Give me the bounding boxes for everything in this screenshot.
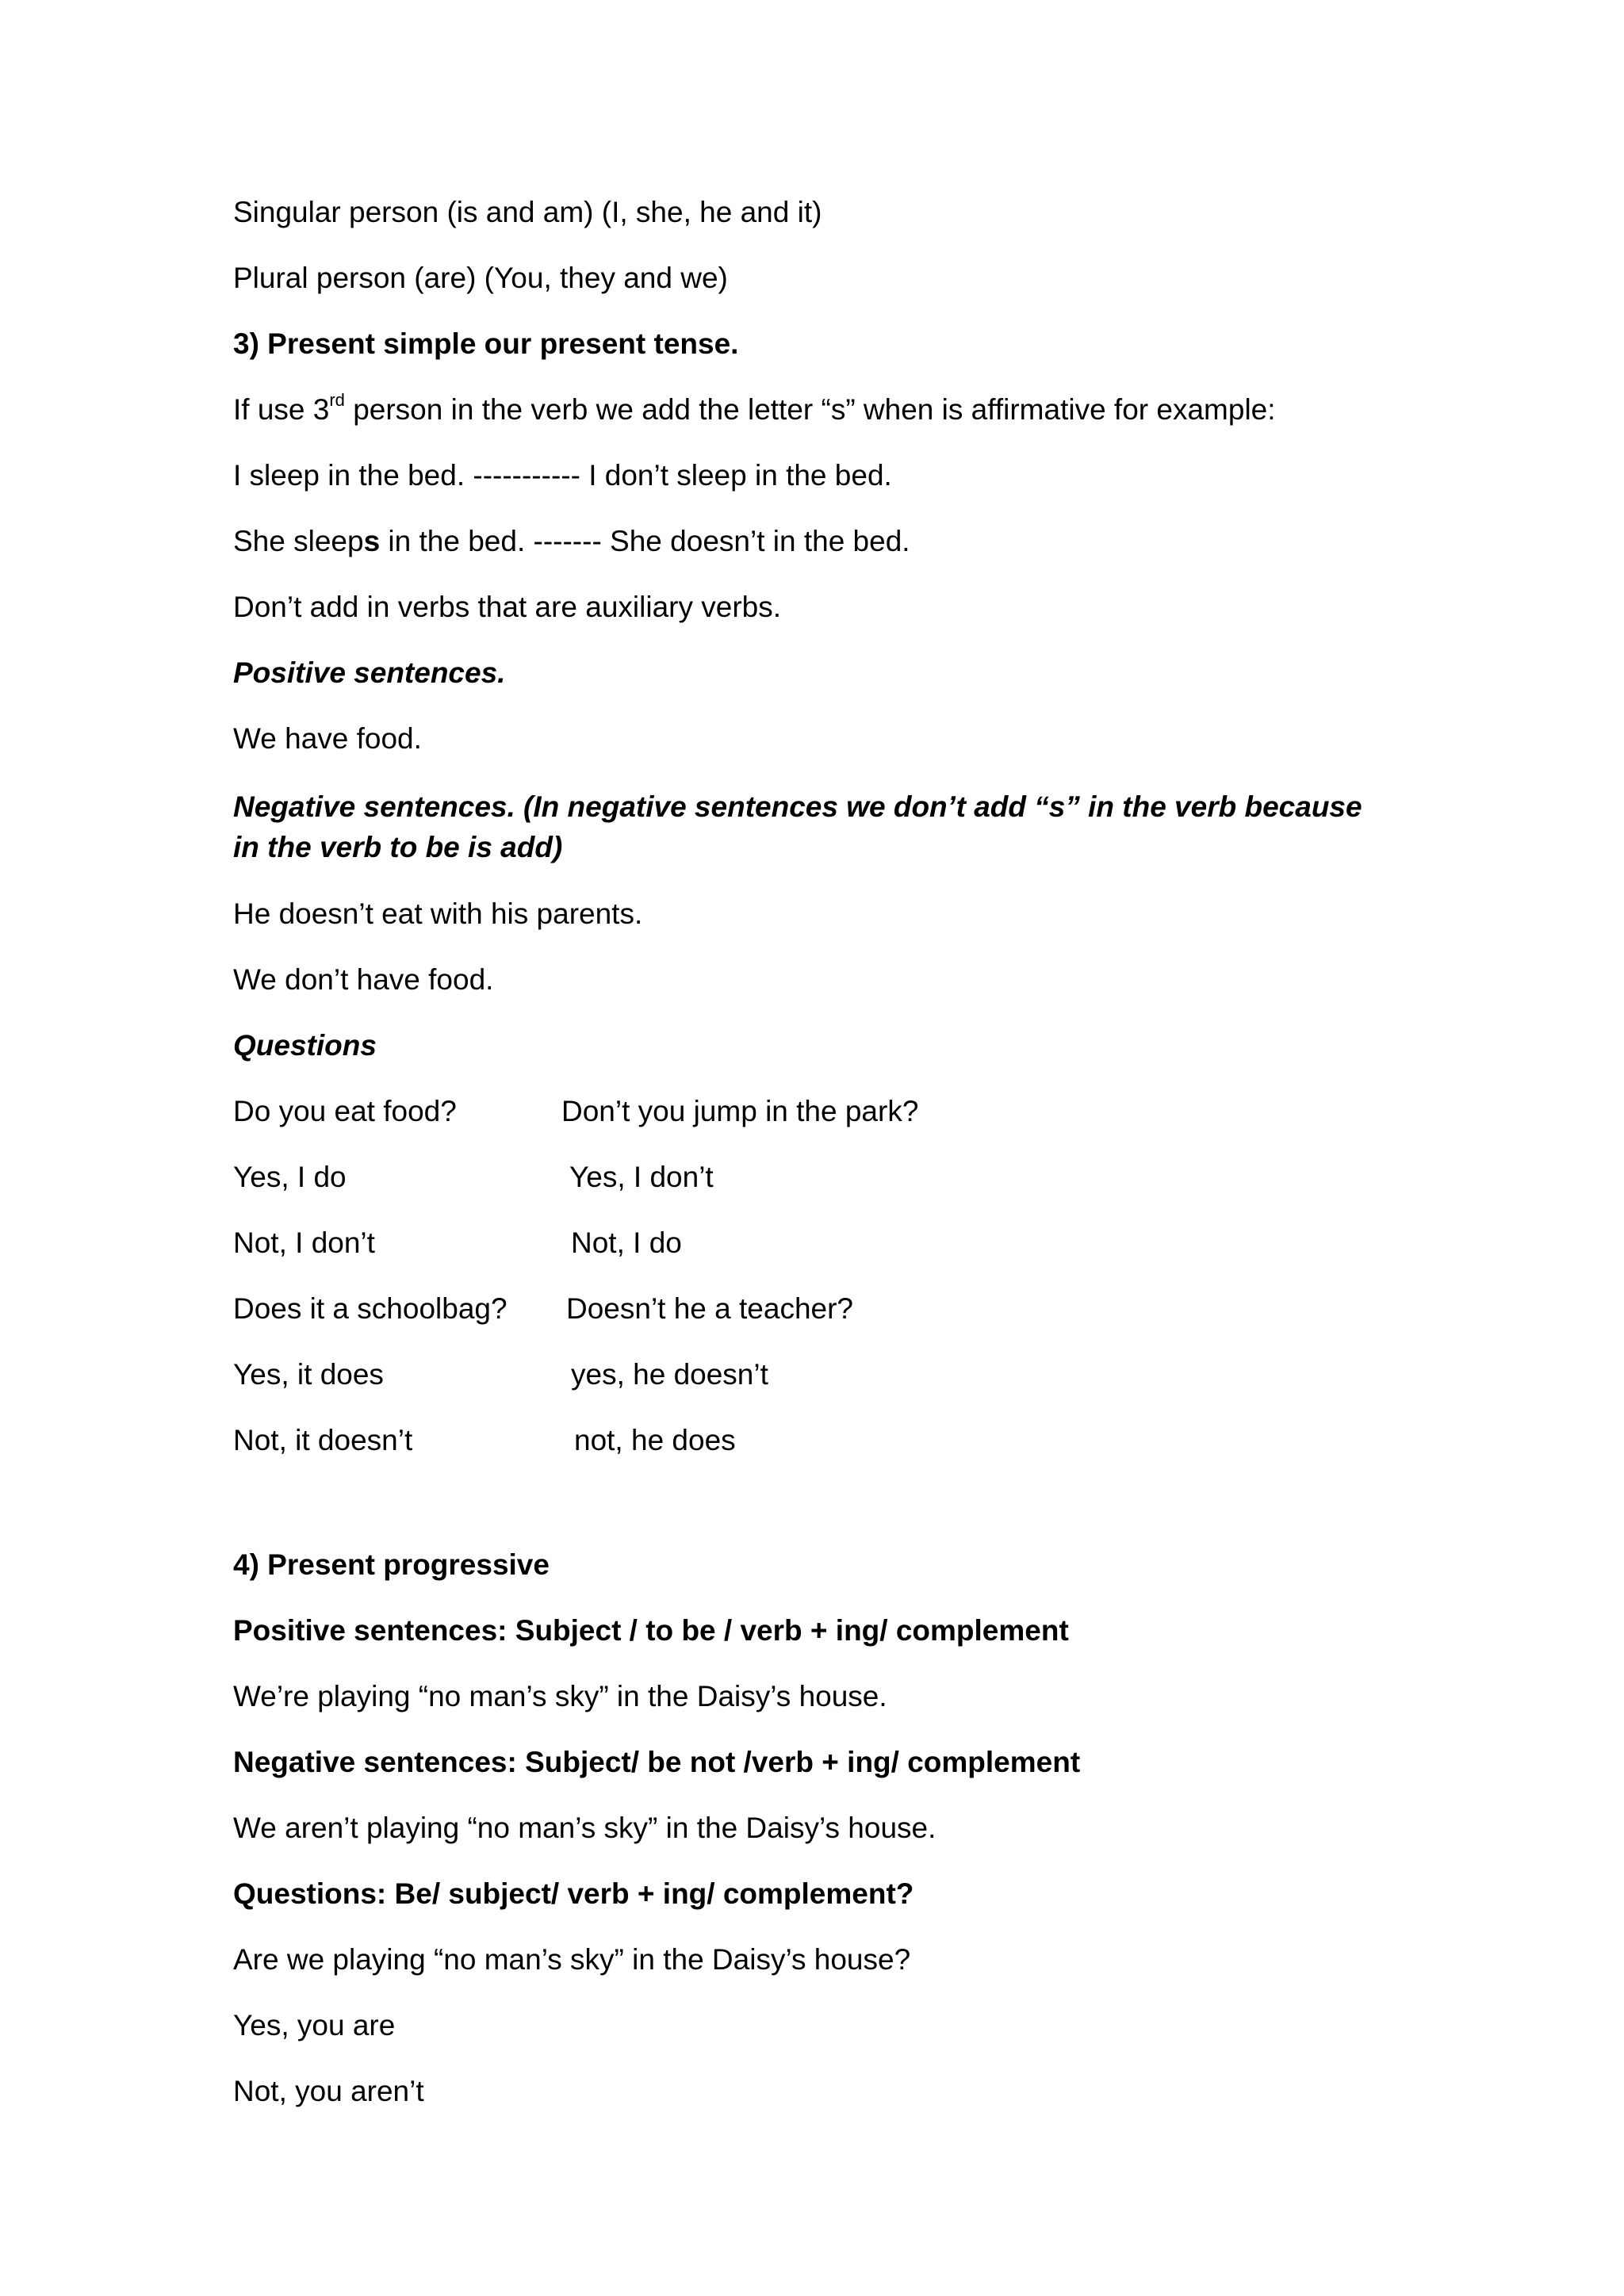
questions-heading: Questions — [233, 1029, 377, 1062]
progressive-positive-heading: Positive sentences: Subject / to be / verb + ing/ complement — [233, 1614, 1069, 1647]
present-progressive-heading: 4) Present progressive — [233, 1548, 550, 1581]
progressive-questions-heading: Questions: Be/ subject/ verb + ing/ complement? — [233, 1877, 914, 1910]
she-sleeps-part-a: She sleep — [233, 525, 364, 557]
question-right-4: Doesn’t he a teacher? — [566, 1292, 854, 1325]
she-sleeps-part-c: in the bed. ------- She doesn’t in the bed. — [380, 525, 910, 557]
plural-person-line: Plural person (are) (You, they and we) — [233, 262, 728, 294]
question-left-1: Do you eat food? — [233, 1095, 457, 1127]
sleep-example-line: I sleep in the bed. ----------- I don’t sleep in the bed. — [233, 459, 892, 492]
progressive-negative-example: We aren’t playing “no man’s sky” in the Daisy’s house. — [233, 1812, 936, 1844]
positive-sentences-heading: Positive sentences. — [233, 656, 506, 689]
he-doesnt-eat-line: He doesn’t eat with his parents. — [233, 897, 643, 930]
progressive-positive-example: We’re playing “no man’s sky” in the Daisy’s house. — [233, 1680, 887, 1712]
she-sleeps-example-line — [233, 523, 910, 560]
third-person-rule-line — [233, 389, 1276, 428]
question-left-5: Yes, it does — [233, 1358, 384, 1391]
progressive-question-example: Are we playing “no man’s sky” in the Daisy’s house? — [233, 1943, 911, 1976]
third-person-rule-pre: If use 3 — [233, 393, 330, 426]
question-right-5: yes, he doesn’t — [571, 1358, 768, 1391]
question-left-3: Not, I don’t — [233, 1226, 375, 1259]
we-dont-have-food-line: We don’t have food. — [233, 963, 494, 996]
she-sleeps-part-s: s — [363, 525, 381, 557]
we-have-food-line: We have food. — [233, 722, 422, 755]
negative-sentences-heading: Negative sentences. (In negative sentences we don’t add “s” in the verb because in the verb to be is add) — [233, 790, 1362, 863]
third-person-rule-post: person in the verb we add the letter “s” when is affirmative for example: — [344, 393, 1276, 426]
question-right-6: not, he does — [574, 1424, 736, 1456]
singular-person-line: Singular person (is and am) (I, she, he and it) — [233, 196, 822, 228]
progressive-negative-heading: Negative sentences: Subject/ be not /verb + ing/ complement — [233, 1746, 1081, 1778]
third-person-rule-sup: rd — [329, 389, 345, 410]
progressive-answer-yes: Yes, you are — [233, 2009, 396, 2042]
question-left-2: Yes, I do — [233, 1161, 347, 1193]
question-right-3: Not, I do — [571, 1226, 682, 1259]
progressive-answer-no: Not, you aren’t — [233, 2075, 424, 2107]
question-left-6: Not, it doesn’t — [233, 1424, 413, 1456]
question-left-4: Does it a schoolbag? — [233, 1292, 508, 1325]
question-right-2: Yes, I don’t — [569, 1161, 714, 1193]
question-right-1: Don’t you jump in the park? — [561, 1095, 919, 1127]
auxiliary-verbs-line: Don’t add in verbs that are auxiliary verbs. — [233, 591, 782, 623]
present-simple-heading: 3) Present simple our present tense. — [233, 327, 739, 360]
